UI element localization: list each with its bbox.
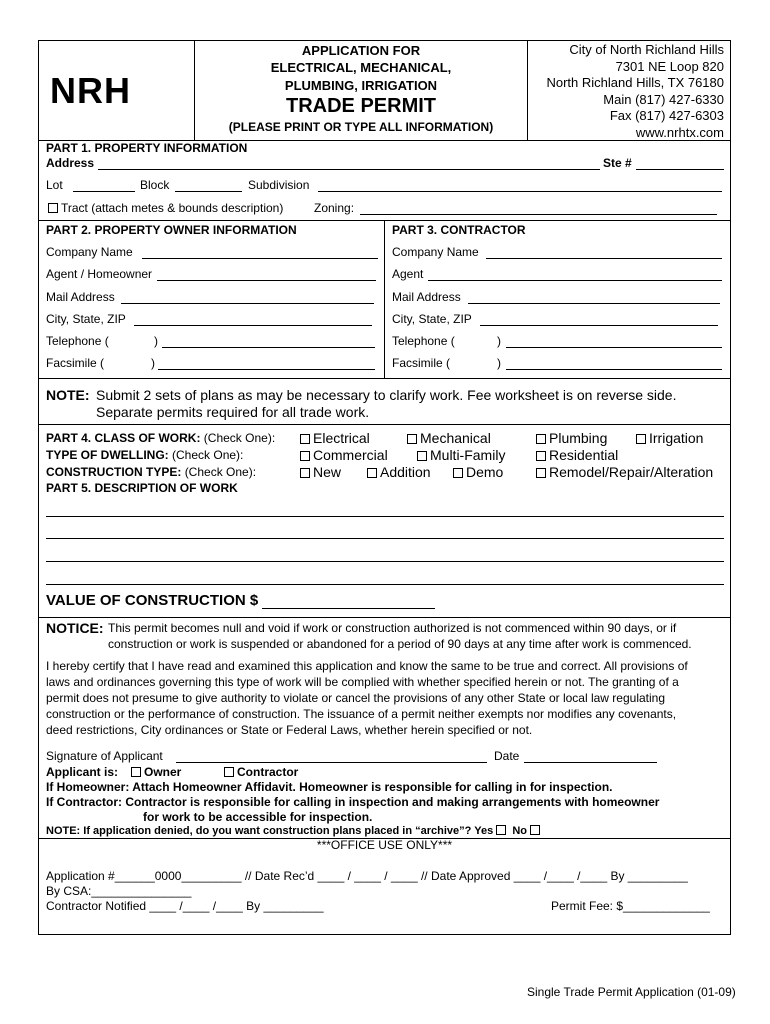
contact-line: www.nrhtx.com: [635, 124, 724, 140]
owner-mail-label: Mail Address: [46, 290, 115, 304]
contact-line: 7301 NE Loop 820: [615, 58, 724, 74]
contractor-agent-field[interactable]: [428, 280, 722, 281]
dwelling-heading: TYPE OF DWELLING:: [46, 448, 169, 462]
if-homeowner-text: If Homeowner: Attach Homeowner Affidavit. Homeowner is responsible for calling in for inspection.: [46, 780, 613, 794]
construction-demo[interactable]: [453, 464, 503, 480]
description-line[interactable]: [46, 584, 724, 585]
tract-option[interactable]: [48, 201, 283, 215]
date-label: Date: [494, 749, 520, 763]
dwelling-commercial[interactable]: [300, 447, 388, 463]
option-label: Demo: [466, 464, 504, 480]
part1-heading: PART 1. PROPERTY INFORMATION: [46, 141, 248, 155]
option-label: Irrigation: [649, 430, 704, 446]
permit-fee-line: Permit Fee: $_____________: [551, 899, 710, 913]
certify-line: construction or the performance of construction. The issuance of a permit neither exempts nor modifies any covenants,: [46, 707, 677, 721]
checkbox[interactable]: [300, 468, 310, 478]
subdivision-label: Subdivision: [248, 178, 310, 192]
certify-line: I hereby certify that I have read and examined this application and know the same to be true and correct. All provisions of: [46, 659, 688, 673]
checkbox[interactable]: [536, 468, 546, 478]
owner-tel-field[interactable]: [162, 347, 375, 348]
application-number-line: Application #______0000_________ // Date Rec’d ____ / ____ / ____ // Date Approved ____ /____ /____ By _________: [46, 869, 688, 883]
construction-type-hint: (Check One):: [184, 465, 257, 479]
page-title: TRADE PERMIT: [286, 95, 436, 117]
description-line[interactable]: [46, 561, 724, 562]
checkbox[interactable]: [407, 434, 417, 444]
option-label: Addition: [380, 464, 431, 480]
option-label: Contractor: [237, 765, 299, 779]
dwelling-label: [46, 448, 243, 462]
contact-line: Fax (817) 427-6303: [609, 108, 724, 123]
header-subtitle: (PLEASE PRINT OR TYPE ALL INFORMATION): [228, 120, 494, 134]
svg-text:NRH: NRH: [50, 72, 131, 108]
ste-label: Ste #: [603, 156, 632, 170]
date-field[interactable]: [524, 762, 657, 763]
checkbox[interactable]: [536, 434, 546, 444]
option-label: Commercial: [313, 447, 388, 463]
contact-line: North Richland Hills, TX 76180: [546, 75, 724, 90]
construction-type-label: [46, 465, 256, 479]
note-line2: Separate permits required for all trade work.: [96, 404, 370, 420]
dwelling-residential[interactable]: [536, 447, 618, 463]
contractor-tel-label: Telephone (: [392, 334, 455, 348]
zoning-label: Zoning:: [314, 201, 355, 215]
option-label: Multi-Family: [430, 447, 506, 463]
contractor-mail-label: Mail Address: [392, 290, 461, 304]
contractor-company-field[interactable]: [486, 258, 722, 259]
checkbox[interactable]: [453, 468, 463, 478]
checkbox[interactable]: [636, 434, 646, 444]
tract-label: Tract (attach metes & bounds description): [61, 201, 284, 215]
archive-note: [46, 825, 543, 837]
option-label: Owner: [144, 765, 182, 779]
owner-tel-paren: ): [154, 334, 158, 348]
form-footer: Single Trade Permit Application (01-09): [527, 985, 736, 999]
class-of-work-label: [46, 431, 275, 445]
contact-line: City of North Richland Hills: [569, 42, 724, 57]
archive-note-text: NOTE: If application denied, do you want construction plans placed in “archive”? Yes: [46, 825, 494, 837]
class-plumbing[interactable]: [536, 430, 607, 446]
archive-no-label: No: [512, 825, 528, 837]
option-label: Residential: [549, 447, 619, 463]
description-line[interactable]: [46, 516, 724, 517]
divider: [38, 378, 731, 379]
divider: [38, 424, 731, 425]
applicant-owner-option[interactable]: [131, 765, 181, 779]
class-electrical[interactable]: [300, 430, 370, 446]
class-of-work-hint: (Check One):: [203, 431, 276, 445]
archive-no-checkbox[interactable]: [530, 825, 540, 835]
contact-block: [546, 42, 724, 141]
contractor-fax-field[interactable]: [506, 369, 722, 370]
note-line1: Submit 2 sets of plans as may be necessary to clarify work. Fee worksheet is on reverse side.: [96, 387, 677, 403]
applicant-is-label: Applicant is:: [46, 765, 119, 779]
contractor-mail-field[interactable]: [468, 303, 720, 304]
construction-remodel[interactable]: [536, 464, 713, 480]
notice-label: NOTICE:: [46, 620, 104, 636]
option-label: New: [313, 464, 342, 480]
class-mechanical[interactable]: [407, 430, 491, 446]
if-contractor-text: If Contractor: Contractor is responsible for calling in inspection and making arrangements with homeowner: [46, 795, 660, 809]
owner-fax-paren: ): [151, 356, 155, 370]
certify-line: permit does not presume to give authority to violate or cancel the provisions of any other State or local law regulating: [46, 691, 666, 705]
note-label: NOTE:: [46, 387, 90, 403]
signature-field[interactable]: [176, 762, 487, 763]
checkbox[interactable]: [536, 451, 546, 461]
checkbox[interactable]: [224, 767, 234, 777]
checkbox[interactable]: [131, 767, 141, 777]
header-line1: APPLICATION FOR: [301, 43, 421, 58]
lot-label: Lot: [46, 178, 63, 192]
description-line[interactable]: [46, 538, 724, 539]
applicant-contractor-option[interactable]: [224, 765, 298, 779]
certify-line: laws and ordinances governing this type of work will be complied with whether specified herein or not. The granting of a: [46, 675, 679, 689]
value-of-construction-field[interactable]: [262, 608, 435, 609]
contractor-notified-line: Contractor Notified ____ /____ /____ By _________: [46, 899, 324, 913]
part2-heading: PART 2. PROPERTY OWNER INFORMATION: [46, 223, 297, 237]
owner-city-label: City, State, ZIP: [46, 312, 126, 326]
class-of-work-heading: PART 4. CLASS OF WORK:: [46, 431, 201, 445]
dwelling-multifamily[interactable]: [417, 447, 505, 463]
zoning-field[interactable]: [360, 214, 717, 215]
lot-field[interactable]: [73, 191, 135, 192]
construction-addition[interactable]: [367, 464, 431, 480]
contractor-fax-label: Facsimile (: [392, 356, 451, 370]
checkbox[interactable]: [417, 451, 427, 461]
owner-company-label: Company Name: [46, 245, 133, 259]
certify-line: deed restrictions, City ordinances or State or Federal Laws, whether herein specified or not.: [46, 723, 533, 737]
header-line2: ELECTRICAL, MECHANICAL,: [270, 60, 452, 75]
construction-type-heading: CONSTRUCTION TYPE:: [46, 465, 182, 479]
option-label: Mechanical: [420, 430, 491, 446]
block-label: Block: [140, 178, 170, 192]
address-label: Address: [46, 156, 95, 170]
contractor-city-field[interactable]: [480, 325, 718, 326]
part5-heading: PART 5. DESCRIPTION OF WORK: [46, 481, 238, 495]
owner-agent-label: Agent / Homeowner: [46, 267, 153, 281]
class-irrigation[interactable]: [636, 430, 703, 446]
subdivision-field[interactable]: [318, 191, 722, 192]
block-field[interactable]: [175, 191, 242, 192]
if-contractor-text-2: for work to be accessible for inspection.: [143, 810, 373, 824]
checkbox[interactable]: [300, 451, 310, 461]
dwelling-hint: (Check One):: [172, 448, 244, 462]
option-label: Plumbing: [549, 430, 608, 446]
address-field[interactable]: [98, 169, 600, 170]
notice-line2: construction or work is suspended or abandoned for a period of 90 days at any time after work is commenced.: [108, 637, 692, 651]
checkbox[interactable]: [300, 434, 310, 444]
tract-checkbox[interactable]: [48, 203, 58, 213]
header-line3: PLUMBING, IRRIGATION: [284, 78, 438, 93]
owner-mail-field[interactable]: [121, 303, 374, 304]
checkbox[interactable]: [367, 468, 377, 478]
owner-city-field[interactable]: [134, 325, 372, 326]
part2-part3-divider: [384, 220, 385, 378]
owner-fax-label: Facsimile (: [46, 356, 105, 370]
contractor-agent-label: Agent: [392, 267, 424, 281]
owner-tel-label: Telephone (: [46, 334, 109, 348]
signature-label: Signature of Applicant: [46, 749, 163, 763]
contact-line: Main (817) 427-6330: [603, 91, 724, 107]
contractor-city-label: City, State, ZIP: [392, 312, 472, 326]
archive-yes-checkbox[interactable]: [496, 825, 506, 835]
ste-field[interactable]: [636, 169, 724, 170]
option-label: Electrical: [313, 430, 370, 446]
construction-new[interactable]: [300, 464, 341, 480]
office-use-heading: ***OFFICE USE ONLY***: [316, 838, 453, 852]
owner-company-field[interactable]: [142, 258, 378, 259]
owner-agent-field[interactable]: [157, 280, 376, 281]
contractor-tel-paren: ): [497, 334, 501, 348]
by-csa-line: By CSA:_______________: [46, 884, 192, 898]
owner-fax-field[interactable]: [158, 369, 375, 370]
divider: [38, 617, 731, 618]
contractor-tel-field[interactable]: [506, 347, 722, 348]
option-label: Remodel/Repair/Alteration: [549, 464, 714, 480]
value-of-construction-label: VALUE OF CONSTRUCTION $: [46, 592, 259, 609]
header-divider-right: [527, 40, 528, 140]
contractor-fax-paren: ): [497, 356, 501, 370]
notice-line1: This permit becomes null and void if work or construction authorized is not commenced within 90 days, or if: [108, 621, 677, 635]
contractor-company-label: Company Name: [392, 245, 479, 259]
part3-heading: PART 3. CONTRACTOR: [392, 223, 526, 237]
